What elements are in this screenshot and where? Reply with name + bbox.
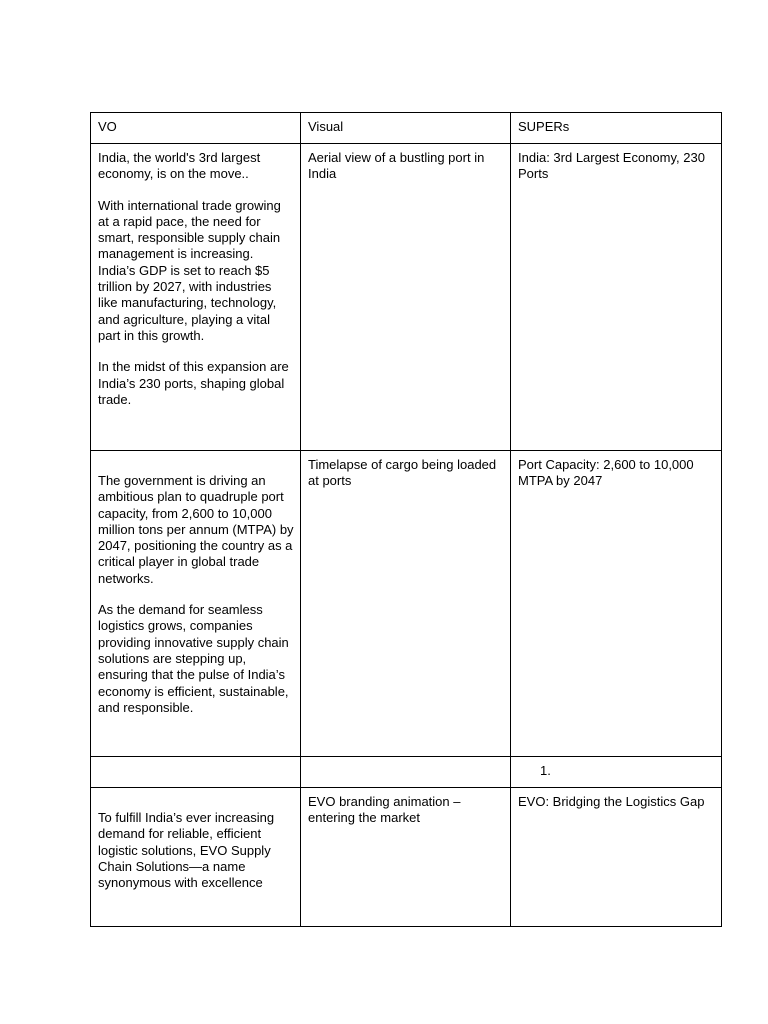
script-table bbox=[90, 112, 722, 927]
vo-paragraph: India, the world's 3rd largest economy, is on the move.. bbox=[98, 150, 261, 182]
table-row bbox=[91, 144, 722, 451]
supers-cell: Port Capacity: 2,600 to 10,000 MTPA by 2047 bbox=[511, 451, 722, 757]
vo-paragraph: In the midst of this expansion are India’s 230 ports, shaping global trade. bbox=[98, 359, 289, 407]
vo-paragraph: The government is driving an ambitious plan to quadruple port capacity, from 2,600 to 10,000 million tons per annum (MTPA) by 2047, positioning the country as a critical player in global trade networks. bbox=[98, 473, 294, 586]
header-supers: SUPERs bbox=[511, 113, 722, 144]
visual-cell: EVO branding animation – entering the market bbox=[301, 788, 511, 927]
vo-paragraph: As the demand for seamless logistics grows, companies providing innovative supply chain solutions are stepping up, ensuring that the pulse of India’s economy is efficient, sustainable, and responsible. bbox=[98, 602, 289, 715]
vo-paragraph: To fulfill India’s ever increasing demand for reliable, efficient logistic solutions, EVO Supply Chain Solutions—a name synonymous with excellence bbox=[98, 810, 275, 891]
supers-cell bbox=[511, 757, 722, 788]
visual-cell: Timelapse of cargo being loaded at ports bbox=[301, 451, 511, 757]
header-vo: VO bbox=[91, 113, 301, 144]
table-row bbox=[91, 757, 722, 788]
vo-cell bbox=[91, 451, 301, 757]
vo-paragraph: With international trade growing at a rapid pace, the need for smart, responsible supply chain management is increasing. India’s GDP is set to reach $5 trillion by 2027, with industries like manufacturing, technology, and agriculture, playing a vital part in this growth. bbox=[98, 197, 281, 343]
visual-cell: Aerial view of a bustling port in India bbox=[301, 144, 511, 451]
visual-cell bbox=[301, 757, 511, 788]
supers-cell: EVO: Bridging the Logistics Gap bbox=[511, 788, 722, 927]
vo-cell bbox=[91, 144, 301, 451]
header-visual: Visual bbox=[301, 113, 511, 144]
list-number: 1. bbox=[540, 763, 551, 778]
supers-cell: India: 3rd Largest Economy, 230 Ports bbox=[511, 144, 722, 451]
table-row bbox=[91, 451, 722, 757]
vo-cell bbox=[91, 757, 301, 788]
vo-cell bbox=[91, 788, 301, 927]
table-row bbox=[91, 788, 722, 927]
table-header-row bbox=[91, 113, 722, 144]
